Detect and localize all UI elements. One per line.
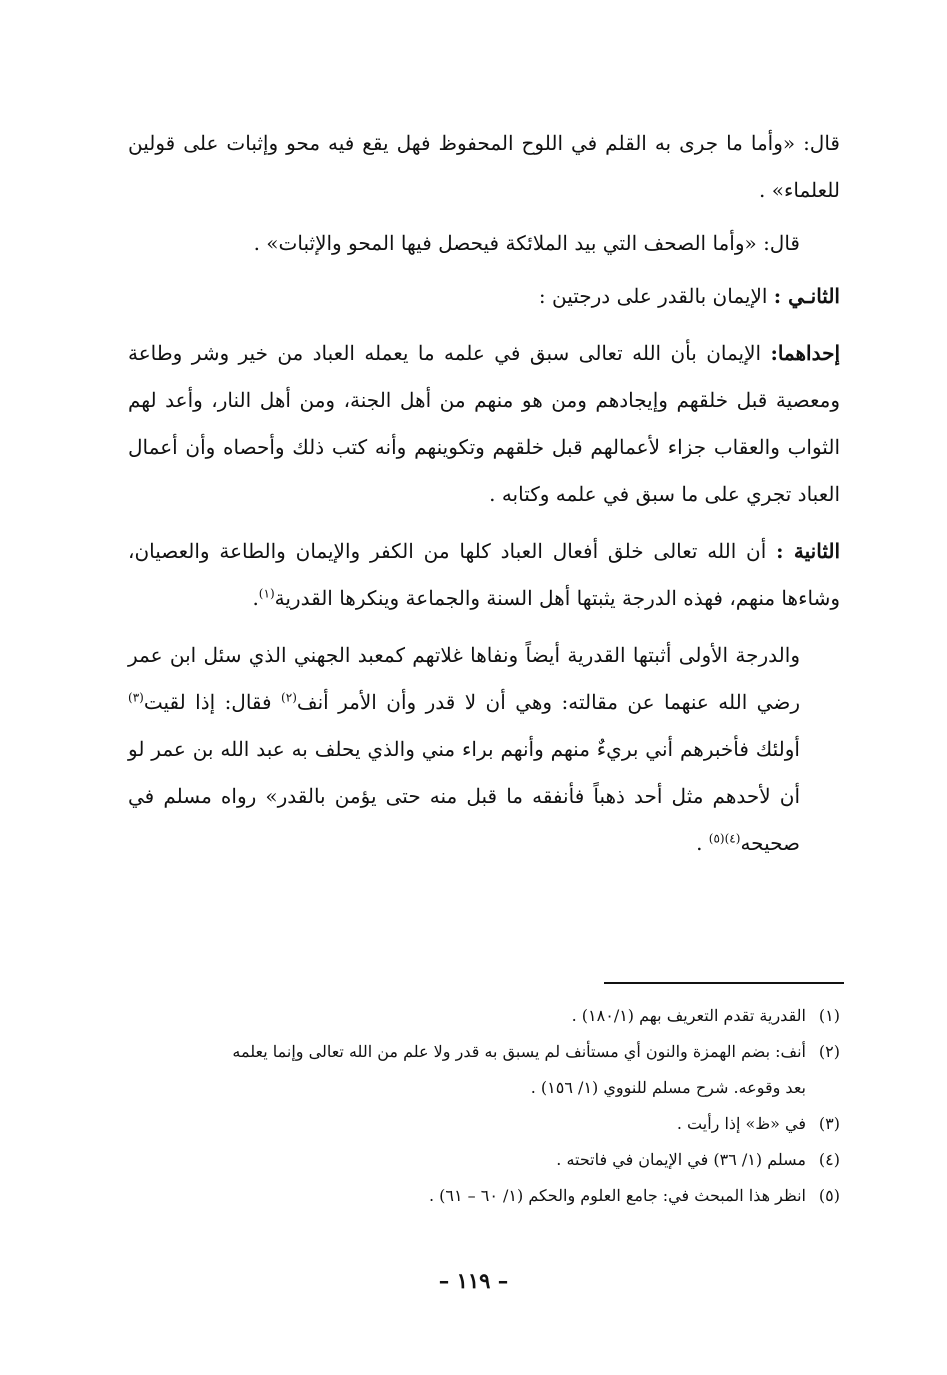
footnote-separator <box>604 982 844 984</box>
footnote-text: انظر هذا المبحث في: جامع العلوم والحكم (١/ ٦٠ – ٦١) . <box>428 1186 806 1205</box>
footnote-text: في «ظ» إذا رأيت . <box>676 1114 806 1133</box>
footnote-text: أنف: بضم الهمزة والنون أي مستأنف لم يسبق به قدر ولا علم من الله تعالى وإنما يعلمه <box>232 1042 806 1061</box>
footnote-1 <box>128 998 840 1034</box>
paragraph-first-degree <box>128 330 840 518</box>
footnote-number: (٢) <box>818 1042 840 1061</box>
footnote-number: (١) <box>818 1006 840 1025</box>
paragraph-quote-1 <box>128 120 840 214</box>
footnote-number: (٣) <box>818 1114 840 1133</box>
footnote-2-continuation <box>128 1070 840 1106</box>
footnote-text: القدرية تقدم التعريف بهم (١٨٠/١) . <box>571 1006 806 1025</box>
footnote-text: مسلم (١/ ٣٦) في الإيمان في فاتحته . <box>556 1150 806 1169</box>
quote-1-text: قال: «وأما ما جرى به القلم في اللوح المحفوظ فهل يقع فيه محو وإثبات على قولين للعلماء» . <box>128 131 840 202</box>
qadariyya-text-c: أولئك فأخبرهم أني بريءٌ منهم وأنهم براء مني والذي يحلف به عبد الله بن عمر لو أن لأحدهم مثل أحد ذهباً فأنفقه ما قبل منه حتى يؤمن بالقدر» رواه مسلم في صحيحه <box>128 737 800 855</box>
second-degree-text: أن الله تعالى خلق أفعال العباد كلها من الكفر والإيمان والطاعة والعصيان، وشاءها منهم، فهذه الدرجة يثبتها أهل السنة والجماعة وينكرها القدرية <box>128 539 840 610</box>
footnote-3 <box>128 1106 840 1142</box>
qadariyya-text-b: فقال: إذا لقيت <box>143 690 282 714</box>
quote-2-text: قال: «وأما الصحف التي بيد الملائكة فيحصل فيها المحو والإثبات» . <box>253 231 800 255</box>
paragraph-qadariyya <box>128 632 840 867</box>
paragraph-second-degree <box>128 528 840 622</box>
footnotes <box>128 998 840 1214</box>
main-text <box>128 120 840 867</box>
footnote-2 <box>128 1034 840 1070</box>
footnote-number: (٤) <box>818 1150 840 1169</box>
second-degree-end: . <box>252 586 259 610</box>
footnote-ref-3[interactable]: (٣) <box>128 690 144 705</box>
footnote-ref-4-5[interactable]: (٤)(٥) <box>708 831 741 846</box>
footnote-5 <box>128 1178 840 1214</box>
paragraph-second <box>128 273 840 320</box>
footnote-ref-2[interactable]: (٢) <box>281 690 297 705</box>
qadariyya-text-a: والدرجة الأولى أثبتها القدرية أيضاً ونفاها غلاتهم كمعبد الجهني الذي سئل ابن عمر رضي الله عنهما عن مقالته: وهي أن لا قدر وأن الأمر أنف <box>128 643 800 714</box>
second-degree-heading: الثانية : <box>776 539 841 563</box>
first-degree-heading: إحداهما: <box>770 341 840 365</box>
second-text: الإيمان بالقدر على درجتين : <box>538 284 774 308</box>
footnote-ref-1[interactable]: (١) <box>258 586 275 601</box>
page-number: – ١١٩ – <box>438 1268 509 1293</box>
second-heading: الثانـي : <box>773 284 840 308</box>
footnote-4 <box>128 1142 840 1178</box>
paragraph-quote-2 <box>128 220 840 267</box>
qadariyya-end: . <box>696 831 709 855</box>
footnote-text: بعد وقوعه. شرح مسلم للنووي (١/ ١٥٦) . <box>530 1078 806 1097</box>
footnote-number: (٥) <box>818 1186 840 1205</box>
first-degree-text: الإيمان بأن الله تعالى سبق في علمه ما يعمله العباد من خير وشر وطاعة ومعصية قبل خلقهم وإيجادهم ومن هو منهم من أهل الجنة، ومن أهل النار، وأعد لهم الثواب والعقاب جزاء لأعمالهم قبل خلقهم وتكوينهم وأنه كتب ذلك وأحصاه وأن أعمال العباد تجري على ما سبق في علمه وكتابه . <box>128 341 840 506</box>
